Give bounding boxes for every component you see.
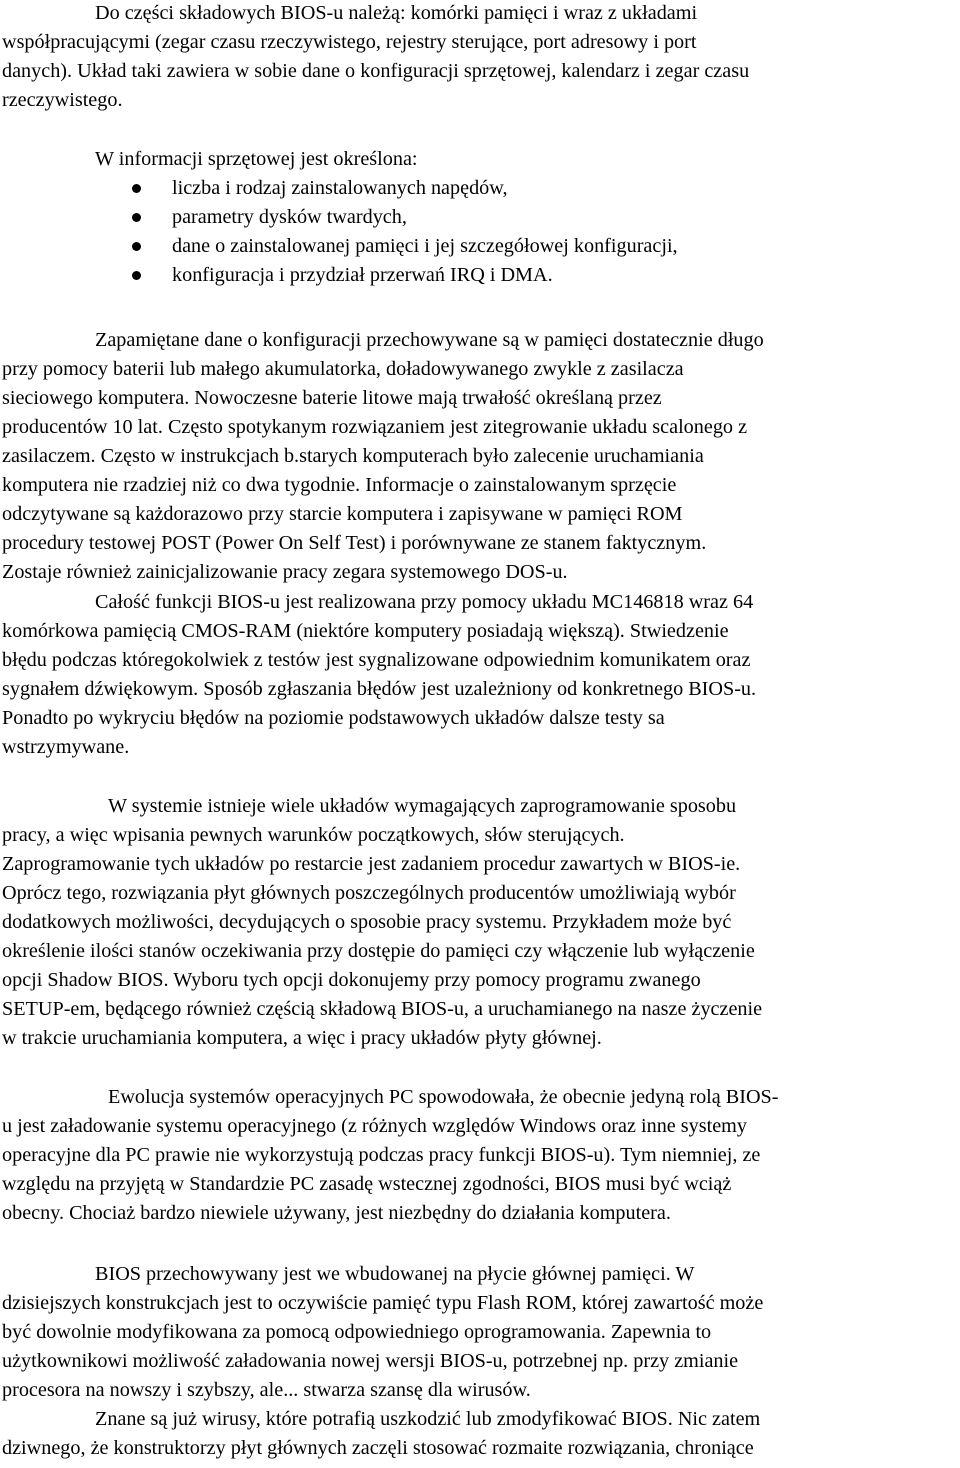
text-line: u jest załadowanie systemu operacyjnego (z różnych względów Windows oraz inne systemy xyxy=(2,1115,747,1137)
text-line: Zaprogramowanie tych układów po restarcie jest zadaniem procedur zawartych w BIOS-ie. xyxy=(2,853,741,875)
text-line: dzisiejszych konstrukcjach jest to oczywiście pamięć typu Flash ROM, której zawartość może xyxy=(2,1292,764,1314)
text-line: Oprócz tego, rozwiązania płyt głównych poszczególnych producentów umożliwiają wybór xyxy=(2,882,736,904)
list-item: liczba i rodzaj zainstalowanych napędów, xyxy=(172,177,508,199)
text-line: określenie ilości stanów oczekiwania przy dostępie do pamięci czy włączenie lub wyłączenie xyxy=(2,940,755,962)
text-line: komputera nie rzadziej niż co dwa tygodnie. Informacje o zainstalowanym sprzęcie xyxy=(2,474,677,496)
bullet-icon xyxy=(132,184,141,193)
list-heading: W informacji sprzętowej jest określona: xyxy=(95,148,418,170)
text-line: być dowolnie modyfikowana za pomocą odpowiedniego oprogramowania. Zapewnia to xyxy=(2,1321,712,1343)
bullet-icon xyxy=(132,213,141,222)
text-line: procesora na nowszy i szybszy, ale... stwarza szansę dla wirusów. xyxy=(2,1379,531,1401)
text-line: komórkowa pamięcią CMOS-RAM (niektóre komputery posiadają większą). Stwiedzenie xyxy=(2,620,729,642)
text-line: odczytywane są każdorazowo przy starcie komputera i zapisywane w pamięci ROM xyxy=(2,503,683,525)
text-line: dziwnego, że konstruktorzy płyt głównych zaczęli stosować rozmaite rozwiązania, chroniące xyxy=(2,1437,754,1459)
text-line: dodatkowych możliwości, decydujących o sposobie pracy systemu. Przykładem może być xyxy=(2,911,732,933)
text-line: użytkownikowi możliwość załadowania nowej wersji BIOS-u, potrzebnej np. przy zmianie xyxy=(2,1350,739,1372)
text-line: W systemie istnieje wiele układów wymagających zaprogramowanie sposobu xyxy=(108,795,737,817)
text-line: względu na przyjętą w Standardzie PC zasadę wstecznej zgodności, BIOS musi być wciąż xyxy=(2,1173,732,1195)
text-line: procedury testowej POST (Power On Self Test) i porównywane ze stanem faktycznym. xyxy=(2,532,707,554)
text-line: SETUP-em, będącego również częścią składową BIOS-u, a uruchamianego na nasze życzenie xyxy=(2,998,763,1020)
text-line: zasilaczem. Często w instrukcjach b.starych komputerach było zalecenie uruchamiania xyxy=(2,445,704,467)
text-line: opcji Shadow BIOS. Wyboru tych opcji dokonujemy przy pomocy programu zwanego xyxy=(2,969,701,991)
text-line: Ponadto po wykryciu błędów na poziomie podstawowych układów dalsze testy sa xyxy=(2,707,665,729)
text-line: w trakcie uruchamiania komputera, a więc i pracy układów płyty głównej. xyxy=(2,1027,602,1049)
text-line: danych). Układ taki zawiera w sobie dane o konfiguracji sprzętowej, kalendarz i zegar czasu xyxy=(2,60,750,82)
text-line: Zapamiętane dane o konfiguracji przechowywane są w pamięci dostatecznie długo xyxy=(95,329,764,351)
text-line: Całość funkcji BIOS-u jest realizowana przy pomocy układu MC146818 wraz 64 xyxy=(95,591,754,613)
text-line: rzeczywistego. xyxy=(2,89,123,111)
list-item: konfiguracja i przydział przerwań IRQ i DMA. xyxy=(172,264,553,286)
list-item: parametry dysków twardych, xyxy=(172,206,407,228)
bullet-icon xyxy=(132,271,141,280)
text-line: sygnałem dźwiękowym. Sposób zgłaszania błędów jest uzależniony od konkretnego BIOS-u. xyxy=(2,678,757,700)
text-line: błędu podczas któregokolwiek z testów jest sygnalizowane odpowiednim komunikatem oraz xyxy=(2,649,751,671)
text-line: Ewolucja systemów operacyjnych PC spowodowała, że obecnie jedyną rolą BIOS- xyxy=(108,1086,779,1108)
text-line: producentów 10 lat. Często spotykanym rozwiązaniem jest zitegrowanie układu scalonego z xyxy=(2,416,748,438)
text-line: obecny. Chociaż bardzo niewiele używany, jest niezbędny do działania komputera. xyxy=(2,1202,671,1224)
text-line: Zostaje również zainicjalizowanie pracy zegara systemowego DOS-u. xyxy=(2,561,568,583)
text-line: współpracującymi (zegar czasu rzeczywistego, rejestry sterujące, port adresowy i port xyxy=(2,31,697,53)
text-line: przy pomocy baterii lub małego akumulatorka, doładowywanego zwykle z zasilacza xyxy=(2,358,684,380)
text-line: operacyjne dla PC prawie nie wykorzystują podczas pracy funkcji BIOS-u). Tym niemniej, ze xyxy=(2,1144,761,1166)
text-line: Znane są już wirusy, które potrafią uszkodzić lub zmodyfikować BIOS. Nic zatem xyxy=(95,1408,761,1430)
text-line: sieciowego komputera. Nowoczesne baterie litowe mają trwałość określaną przez xyxy=(2,387,662,409)
text-line: wstrzymywane. xyxy=(2,736,130,758)
text-line: BIOS przechowywany jest we wbudowanej na płycie głównej pamięci. W xyxy=(95,1263,695,1285)
text-line: Do części składowych BIOS-u należą: komórki pamięci i wraz z układami xyxy=(95,2,698,24)
bullet-icon xyxy=(132,242,141,251)
text-line: pracy, a więc wpisania pewnych warunków początkowych, słów sterujących. xyxy=(2,824,625,846)
list-item: dane o zainstalowanej pamięci i jej szczegółowej konfiguracji, xyxy=(172,235,678,257)
